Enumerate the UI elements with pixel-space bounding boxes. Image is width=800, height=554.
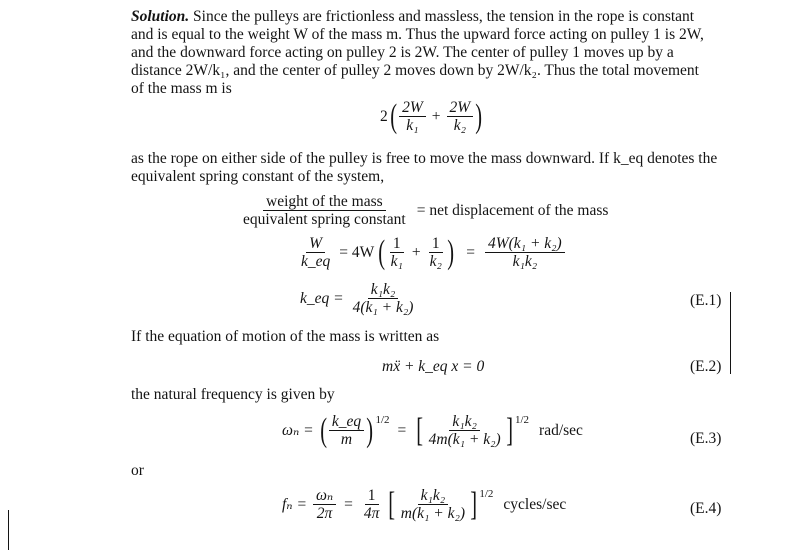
para1-line2: and is equal to the weight W of the mass m. Thus the upward force acting on pulley 1 is 2W,	[131, 26, 704, 43]
para1-line1: Solution. Since the pulleys are frictionless and massless, the tension in the rope is constant	[131, 8, 695, 25]
para3: If the equation of motion of the mass is written as	[131, 328, 440, 345]
equation-label-e2: (E.2)	[690, 358, 722, 375]
para1-line5: of the mass m is	[131, 80, 232, 97]
para4: the natural frequency is given by	[131, 386, 335, 403]
word-or: or	[131, 462, 144, 479]
equation-label-e1: (E.1)	[690, 292, 722, 309]
equation-natural-frequency: ωₙ = ( $\frac{k\_eq}{m}$ ) 1/2 = [ $\frac{\text{k₁k₂}}{\text{4m(k₁ + k₂)}}$ ] 1/2 rad/sec	[282, 411, 583, 449]
para2-line2: equivalent spring constant of the system,	[131, 168, 385, 185]
equation-word: $\frac{\text{weight of the mass}}{\text{equivalent spring constant}}$ = net displacement of the mass	[243, 193, 609, 228]
para2-line1: as the rope on either side of the pulley is free to move the mass downward. If k_eq denotes the	[131, 150, 718, 167]
equation-keq: k_eq = $\frac{\text{k₁k₂}}{\text{4(k₁ + k₂)}}$	[300, 281, 414, 316]
equation-label-e4: (E.4)	[690, 500, 722, 517]
page-edge-mark	[730, 292, 731, 374]
equation-label-e3: (E.3)	[690, 430, 722, 447]
para1-line3: and the downward force acting on pulley 2 is 2W. The center of pulley 1 moves up by a	[131, 44, 674, 61]
equation-w-over-keq: $\frac{W}{k\_eq}$ = 4W ( $\frac{1}{\text{k₁}}$ + $\frac{1}{\text{k₂}}$ ) = $\frac{\text{4W(k₁ + k₂)}}{\text{k₁k₂}}$	[298, 236, 565, 269]
equation-motion: mẍ + k_eq x = 0	[382, 358, 485, 375]
left-edge-mark	[8, 510, 9, 550]
equation-frequency-hz: fₙ = $\frac{\text{ωₙ}}{2\pi}$ = $\frac{1}{4\pi}$ [ $\frac{\text{k₁k₂}}{\text{m(k₁ + k₂)}}$ ] 1/2 cycles/sec	[282, 485, 567, 523]
equation-total-movement: 2 ( $\frac{2W}{\text{k₁}}$ + $\frac{2W}{\text{k₂}}$ )	[380, 97, 483, 135]
para1-line4: distance 2W/k₁, and the center of pulley 2 moves down by 2W/k₂. Thus the total movement	[131, 62, 699, 79]
